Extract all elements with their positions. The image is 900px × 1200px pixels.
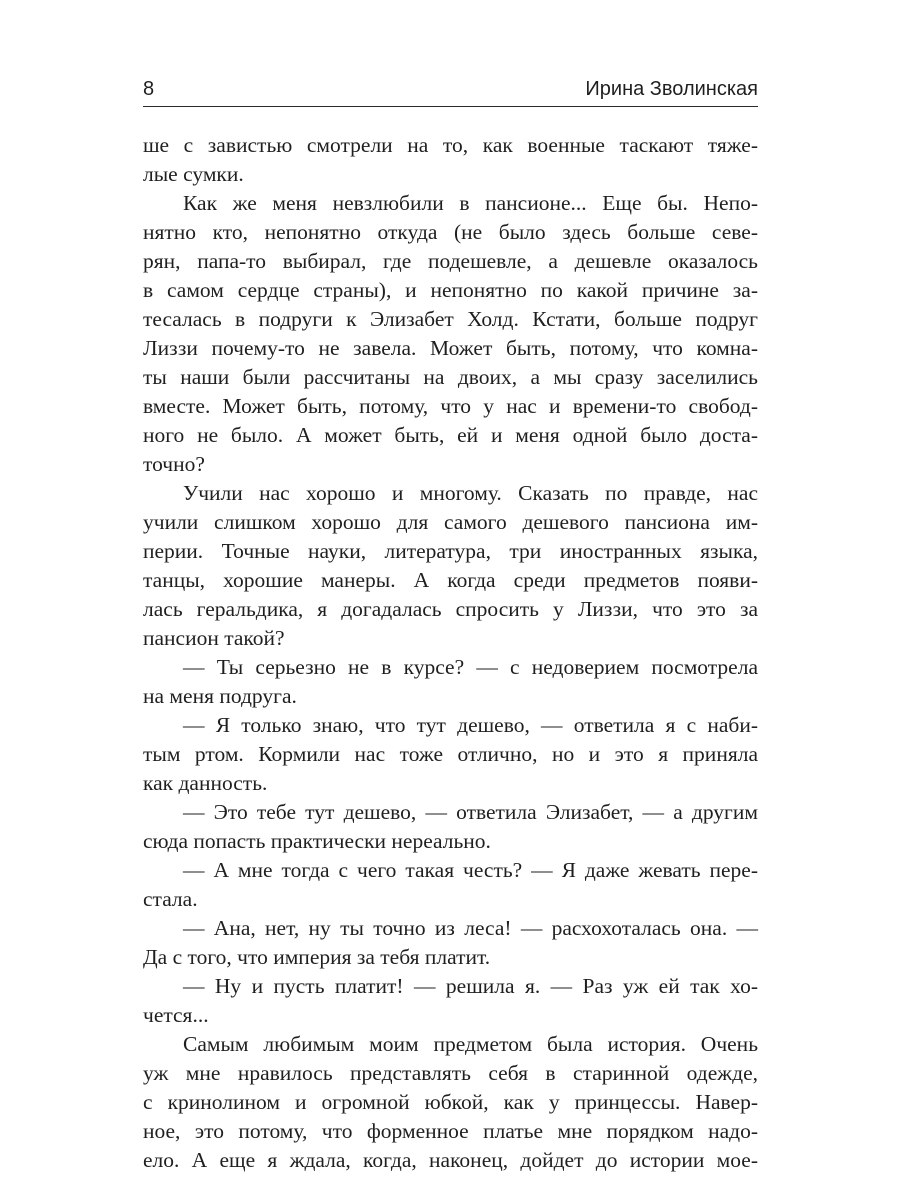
text-line: ного не было. А может быть, ей и меня одной было доста- bbox=[143, 423, 758, 447]
text-line: Учили нас хорошо и многому. Сказать по правде, нас bbox=[183, 481, 758, 505]
text-line: — Я только знаю, что тут дешево, — ответила я с наби- bbox=[183, 713, 758, 737]
text-line: с кринолином и огромной юбкой, как у принцессы. Навер- bbox=[143, 1090, 758, 1114]
text-line: Да с того, что империя за тебя платит. bbox=[143, 945, 491, 969]
text-line: нятно кто, непонятно откуда (не было здесь больше севе- bbox=[143, 220, 758, 244]
text-line: рян, папа-то выбирал, где подешевле, а дешевле оказалось bbox=[143, 249, 758, 273]
text-line: чется... bbox=[143, 1003, 209, 1027]
body-text bbox=[143, 131, 758, 1175]
text-line: тым ртом. Кормили нас тоже отлично, но и это я приняла bbox=[143, 742, 758, 766]
text-line: — Ана, нет, ну ты точно из леса! — расхохоталась она. — bbox=[183, 916, 758, 940]
text-line: ты наши были рассчитаны на двоих, а мы сразу заселились bbox=[143, 365, 758, 389]
text-line: — А мне тогда с чего такая честь? — Я даже жевать пере- bbox=[183, 858, 758, 882]
text-line: сюда попасть практически нереально. bbox=[143, 829, 491, 853]
text-line: пансион такой? bbox=[143, 626, 285, 650]
text-line: уж мне нравилось представлять себя в старинной одежде, bbox=[143, 1061, 758, 1085]
text-line: перии. Точные науки, литература, три иностранных языка, bbox=[143, 539, 758, 563]
text-line: ело. А еще я ждала, когда, наконец, дойдет до истории мое- bbox=[143, 1148, 758, 1172]
text-line: лые сумки. bbox=[143, 162, 244, 186]
text-line: тесалась в подруги к Элизабет Холд. Кстати, больше подруг bbox=[143, 307, 758, 331]
text-line: — Ты серьезно не в курсе? — с недоверием посмотрела bbox=[183, 655, 758, 679]
text-line: — Это тебе тут дешево, — ответила Элизабет, — а другим bbox=[183, 800, 758, 824]
text-line: как данность. bbox=[143, 771, 268, 795]
text-line: вместе. Может быть, потому, что у нас и времени-то свобод- bbox=[143, 394, 758, 418]
text-line: Как же меня невзлюбили в пансионе... Еще бы. Непо- bbox=[183, 191, 758, 215]
text-line: танцы, хорошие манеры. А когда среди предметов появи- bbox=[143, 568, 758, 592]
text-line: учили слишком хорошо для самого дешевого пансиона им- bbox=[143, 510, 758, 534]
page-number: 8 bbox=[143, 78, 155, 100]
page-header bbox=[143, 74, 758, 107]
text-line: в самом сердце страны), и непонятно по какой причине за- bbox=[143, 278, 758, 302]
text-line: ше с завистью смотрели на то, как военные таскают тяже- bbox=[143, 133, 758, 157]
text-line: Лиззи почему-то не завела. Может быть, потому, что комна- bbox=[143, 336, 758, 360]
text-line: — Ну и пусть платит! — решила я. — Раз уж ей так хо- bbox=[183, 974, 758, 998]
text-line: точно? bbox=[143, 452, 205, 476]
running-head-author: Ирина Зволинская bbox=[585, 78, 758, 100]
text-line: на меня подруга. bbox=[143, 684, 297, 708]
text-line: лась геральдика, я догадалась спросить у Лиззи, что это за bbox=[143, 597, 758, 621]
text-line: стала. bbox=[143, 887, 198, 911]
text-line: Самым любимым моим предметом была история. Очень bbox=[183, 1032, 758, 1056]
text-line: ное, это потому, что форменное платье мне порядком надо- bbox=[143, 1119, 758, 1143]
